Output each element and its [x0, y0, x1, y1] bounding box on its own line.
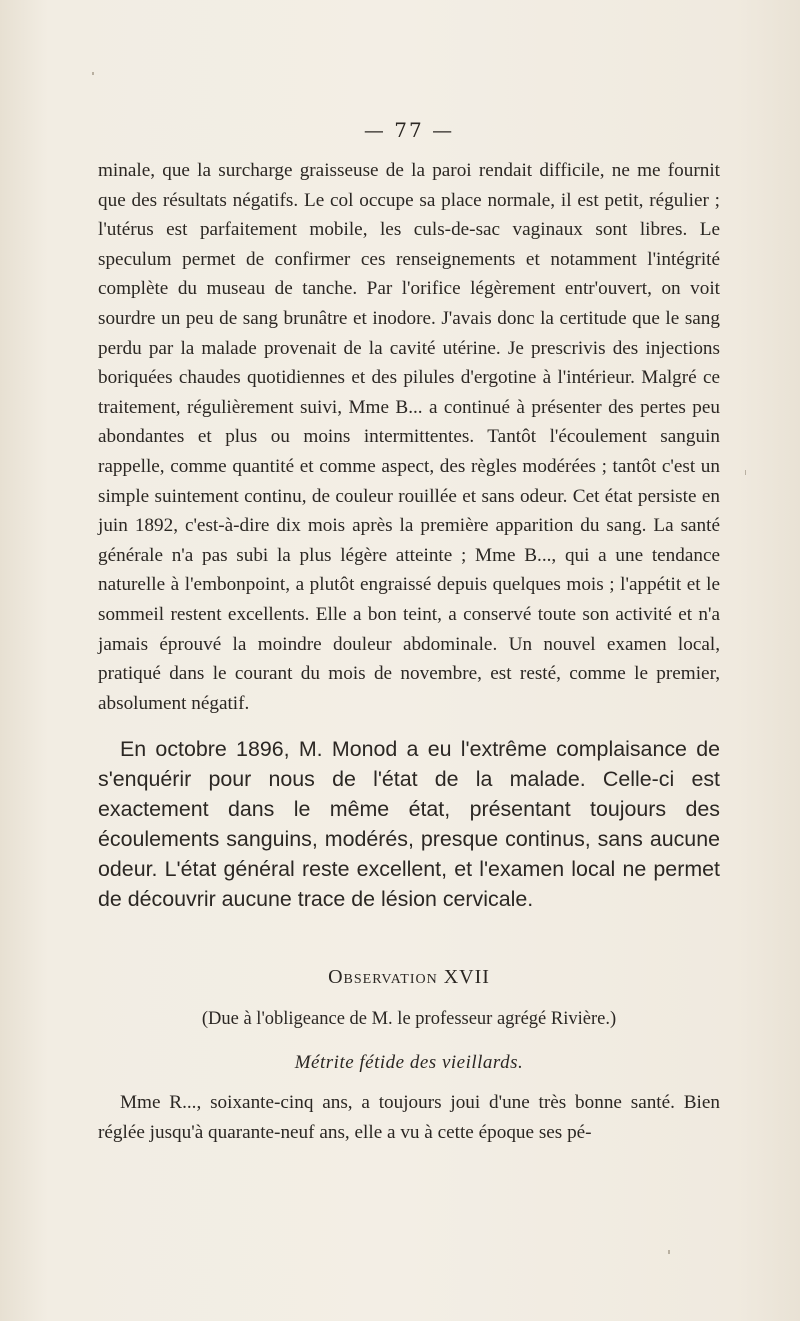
- text-block-serif: [98, 156, 720, 718]
- paper-speck: [92, 72, 94, 75]
- page-number: — 77 —: [363, 118, 455, 142]
- page-content: [98, 118, 720, 1147]
- paragraph-observation-start: Mme R..., soixante-cinq ans, a toujours joui d'une très bonne santé. Bien réglée jusqu'à quarante-neuf ans, elle a vu à cette époque ses pé-: [98, 1092, 720, 1143]
- text-block-observation: [98, 1088, 720, 1147]
- paper-speck: [745, 470, 746, 475]
- paper-speck: [668, 1250, 670, 1254]
- paragraph-follow-up: En octobre 1896, M. Monod a eu l'extrême complaisance de s'enquérir pour nous de l'état de la malade. Celle-ci est exactement dans le même état, présentant toujours des écoulements sanguins, modérés, presque continus, sans aucune odeur. L'état général reste excellent, et l'examen local ne permet de découvrir aucune trace de lésion cervicale.: [98, 737, 720, 912]
- observation-subtitle: Métrite fétide des vieillards.: [294, 1052, 524, 1074]
- paragraph-continuation: minale, que la surcharge graisseuse de la paroi rendait difficile, ne me fournit que des résultats négatifs. Le col occupe sa place normale, il est petit, régulier ; l'utérus est parfaitement mobile, les culs-de-sac vaginaux sont libres. Le speculum permet de confirmer ces renseignements et notamment l'intégrité complète du museau de tanche. Par l'orifice légèrement entr'ouvert, on voit sourdre un peu de sang brunâtre et inodore. J'avais donc la certitude que le sang perdu par la malade provenait de la cavité utérine. Je prescrivis des injections boriquées chaudes quotidiennes et des pilules d'ergotine à l'intérieur. Malgré ce traitement, régulièrement suivi, Mme B... a continué à présenter des pertes peu abondantes et plus ou moins intermittentes. Tantôt l'écoulement sanguin rappelle, comme quantité et comme aspect, des règles modérées ; tantôt c'est un simple suintement continu, de couleur rouillée et sans odeur. Cet état persiste en juin 1892, c'est-à-dire dix mois après la première apparition du sang. La santé générale n'a pas subi la plus légère atteinte ; Mme B..., qui a une tendance naturelle à l'embonpoint, a plutôt engraissé depuis quelques mois ; l'appétit et le sommeil restent excellents. Elle a bon teint, a conservé toute son activité et n'a jamais éprouvé la moindre douleur abdominale. Un nouvel examen local, pratiqué dans le courant du mois de novembre, est resté, comme le premier, absolument négatif.: [98, 160, 720, 714]
- text-block-sans: [98, 734, 720, 914]
- observation-heading: Observation XVII: [328, 966, 490, 989]
- observation-credit: (Due à l'obligeance de M. le professeur agrégé Rivière.): [201, 1009, 617, 1030]
